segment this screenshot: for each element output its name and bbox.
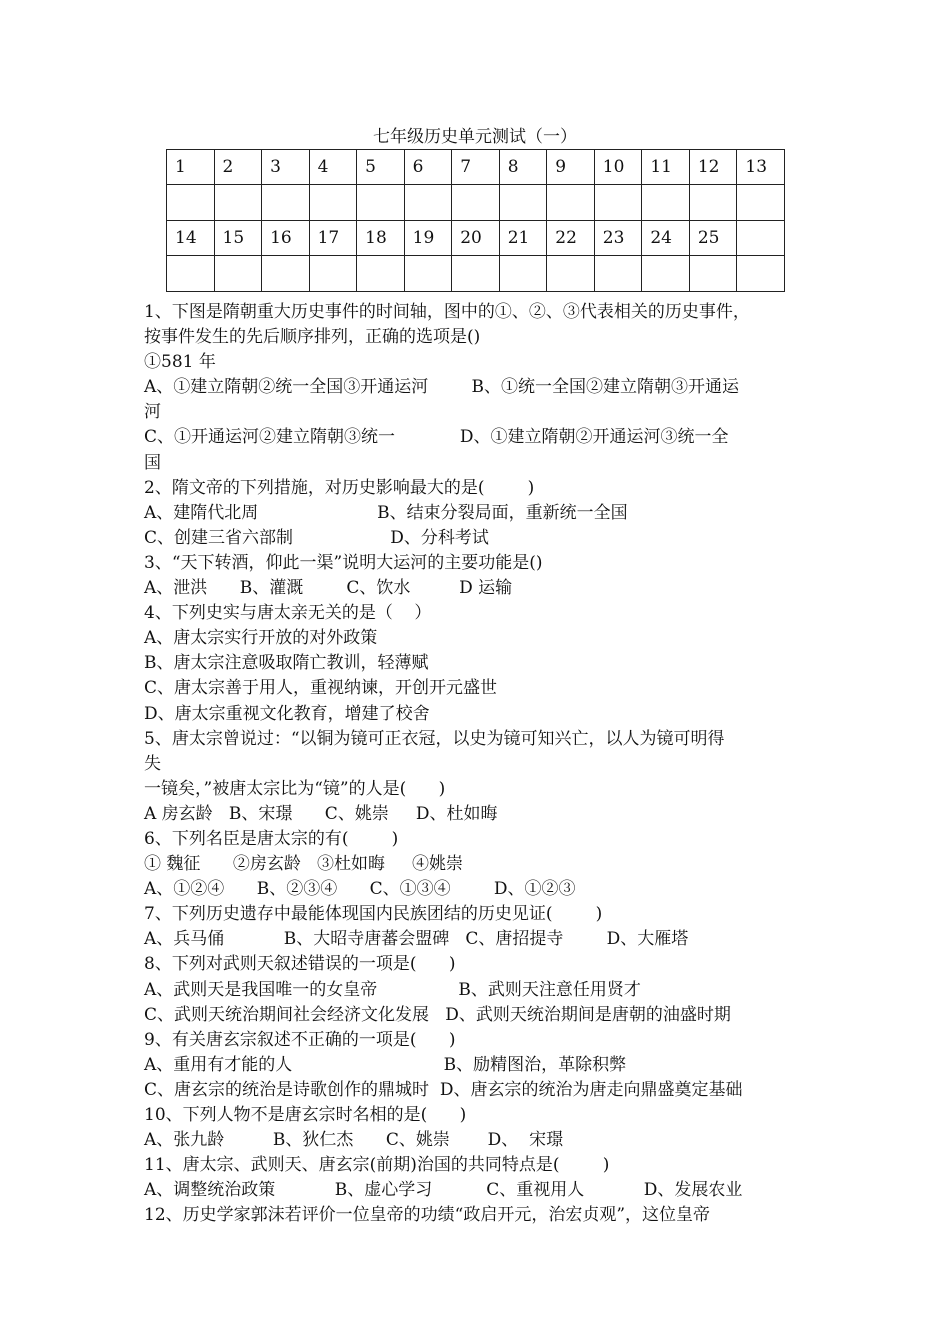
- answer-cell: 23: [594, 221, 642, 256]
- question-line: 1、下图是隋朝重大历史事件的时间轴，图中的①、②、③代表相关的历史事件，: [144, 302, 750, 322]
- option-line: B、唐太宗注意吸取隋亡教训，轻薄赋: [144, 653, 429, 674]
- answer-cell: [737, 221, 785, 256]
- option-line: 国: [144, 452, 161, 473]
- answer-cell: 11: [642, 150, 690, 185]
- option-line: A、重用有才能的人 B、励精图治，革除积弊: [144, 1054, 627, 1075]
- option-line: C、①开通运河②建立隋朝③统一 D、①建立隋朝②开通运河③统一全: [144, 427, 729, 448]
- answer-blank[interactable]: [642, 256, 690, 292]
- answer-number-row: [167, 221, 785, 256]
- page-title: 七年级历史单元测试（一）: [373, 127, 577, 147]
- question-line: 4、下列史实与唐太亲无关的是（ ）: [144, 603, 432, 624]
- answer-cell: 16: [262, 221, 310, 256]
- option-line: A、武则天是我国唯一的女皇帝 B、武则天注意任用贤才: [144, 979, 641, 1000]
- answer-cell: 1: [167, 150, 215, 185]
- answer-blank[interactable]: [594, 256, 642, 292]
- option-line: A、张九龄 B、狄仁杰 C、姚崇 D、 宋璟: [144, 1130, 564, 1151]
- answer-blank[interactable]: [594, 185, 642, 221]
- answer-cell: 19: [404, 221, 452, 256]
- option-line: A、泄洪 B、灌溉 C、饮水 D 运输: [144, 578, 513, 599]
- question-line: 5、唐太宗曾说过：“以铜为镜可正衣冠，以史为镜可知兴亡，以人为镜可明得: [144, 728, 725, 749]
- option-line: C、创建三省六部制 D、分科考试: [144, 527, 489, 548]
- answer-cell: 20: [452, 221, 500, 256]
- answer-table: [166, 149, 785, 292]
- answer-cell: 2: [214, 150, 262, 185]
- question-line: 按事件发生的先后顺序排列，正确的选项是(): [144, 327, 481, 348]
- question-line: 9、有关唐玄宗叙述不正确的一项是( ): [144, 1029, 456, 1050]
- question-line: 6、下列名臣是唐太宗的有( ): [144, 828, 399, 849]
- answer-cell: 15: [214, 221, 262, 256]
- option-line: A、兵马俑 B、大昭寺唐蕃会盟碑 C、唐招提寺 D、大雁塔: [144, 929, 689, 950]
- option-line: A、调整统治政策 B、虚心学习 C、重视用人 D、发展农业: [144, 1180, 743, 1201]
- answer-cell: 12: [689, 150, 737, 185]
- answer-cell: 6: [404, 150, 452, 185]
- question-line: 8、下列对武则天叙述错误的一项是( ): [144, 954, 456, 975]
- answer-cell: 18: [357, 221, 405, 256]
- answer-blank[interactable]: [309, 256, 357, 292]
- question-line: 11、唐太宗、武则天、唐玄宗(前期)治国的共同特点是( ): [144, 1155, 610, 1176]
- option-line: A、唐太宗实行开放的对外政策: [144, 628, 378, 649]
- answer-cell: 5: [357, 150, 405, 185]
- option-line: A、①建立隋朝②统一全国③开通运河 B、①统一全国②建立隋朝③开通运: [144, 377, 739, 398]
- answer-cell: 13: [737, 150, 785, 185]
- answer-blank[interactable]: [547, 185, 595, 221]
- answer-cell: 3: [262, 150, 310, 185]
- question-line: 7、下列历史遗存中最能体现国内民族团结的历史见证( ): [144, 904, 603, 925]
- answer-cell: 9: [547, 150, 595, 185]
- answer-blank[interactable]: [499, 185, 547, 221]
- option-line: D、唐太宗重视文化教育，增建了校舍: [144, 703, 430, 724]
- answer-blank[interactable]: [357, 185, 405, 221]
- option-line: C、武则天统治期间社会经济文化发展 D、武则天统治期间是唐朝的油盛时期: [144, 1004, 731, 1025]
- option-line: A、①②④ B、②③④ C、①③④ D、①②③: [144, 879, 576, 900]
- answer-blank[interactable]: [737, 185, 785, 221]
- question-line: 10、下列人物不是唐玄宗时名相的是( ): [144, 1105, 467, 1125]
- question-line: 一镜矣，”被唐太宗比为“镜”的人是( ): [144, 778, 446, 799]
- answer-cell: 8: [499, 150, 547, 185]
- answer-blank[interactable]: [309, 185, 357, 221]
- option-line: 河: [144, 402, 161, 423]
- answer-blank[interactable]: [167, 256, 215, 292]
- question-line: 3、“天下转酒，仰此一渠”说明大运河的主要功能是(): [144, 552, 543, 573]
- answer-blank-row: [167, 185, 785, 221]
- answer-blank[interactable]: [547, 256, 595, 292]
- question-body: [144, 300, 814, 1228]
- answer-blank[interactable]: [452, 185, 500, 221]
- option-line: C、唐玄宗的统治是诗歌创作的鼎城时 D、唐玄宗的统治为唐走向鼎盛奠定基础: [144, 1079, 743, 1100]
- question-line: 失: [144, 753, 161, 774]
- answer-blank[interactable]: [167, 185, 215, 221]
- answer-cell: 14: [167, 221, 215, 256]
- answer-blank[interactable]: [499, 256, 547, 292]
- question-line: ① 魏征 ②房玄龄 ③杜如晦 ④姚崇: [144, 854, 464, 875]
- answer-cell: 24: [642, 221, 690, 256]
- answer-blank[interactable]: [262, 256, 310, 292]
- answer-cell: 10: [594, 150, 642, 185]
- answer-blank[interactable]: [452, 256, 500, 292]
- answer-cell: 7: [452, 150, 500, 185]
- answer-blank[interactable]: [357, 256, 405, 292]
- answer-blank[interactable]: [689, 256, 737, 292]
- answer-cell: 22: [547, 221, 595, 256]
- answer-number-row: [167, 150, 785, 185]
- answer-blank[interactable]: [262, 185, 310, 221]
- answer-cell: 21: [499, 221, 547, 256]
- question-line: 12、历史学家郭沫若评价一位皇帝的功绩“政启开元，治宏贞观”，这位皇帝: [144, 1205, 711, 1226]
- answer-cell: 25: [689, 221, 737, 256]
- answer-cell: 17: [309, 221, 357, 256]
- answer-blank[interactable]: [404, 256, 452, 292]
- option-line: C、唐太宗善于用人，重视纳谏，开创开元盛世: [144, 678, 498, 699]
- answer-blank[interactable]: [737, 256, 785, 292]
- question-line: 2、隋文帝的下列措施，对历史影响最大的是( ): [144, 477, 535, 498]
- answer-blank[interactable]: [214, 256, 262, 292]
- answer-blank[interactable]: [214, 185, 262, 221]
- question-line: ①581 年: [144, 352, 216, 373]
- answer-cell: 4: [309, 150, 357, 185]
- answer-blank-row: [167, 256, 785, 292]
- option-line: A、建隋代北周 B、结束分裂局面，重新统一全国: [144, 502, 628, 523]
- answer-blank[interactable]: [642, 185, 690, 221]
- answer-blank[interactable]: [404, 185, 452, 221]
- option-line: A 房玄龄 B、宋璟 C、姚崇 D、杜如晦: [144, 803, 498, 824]
- answer-blank[interactable]: [689, 185, 737, 221]
